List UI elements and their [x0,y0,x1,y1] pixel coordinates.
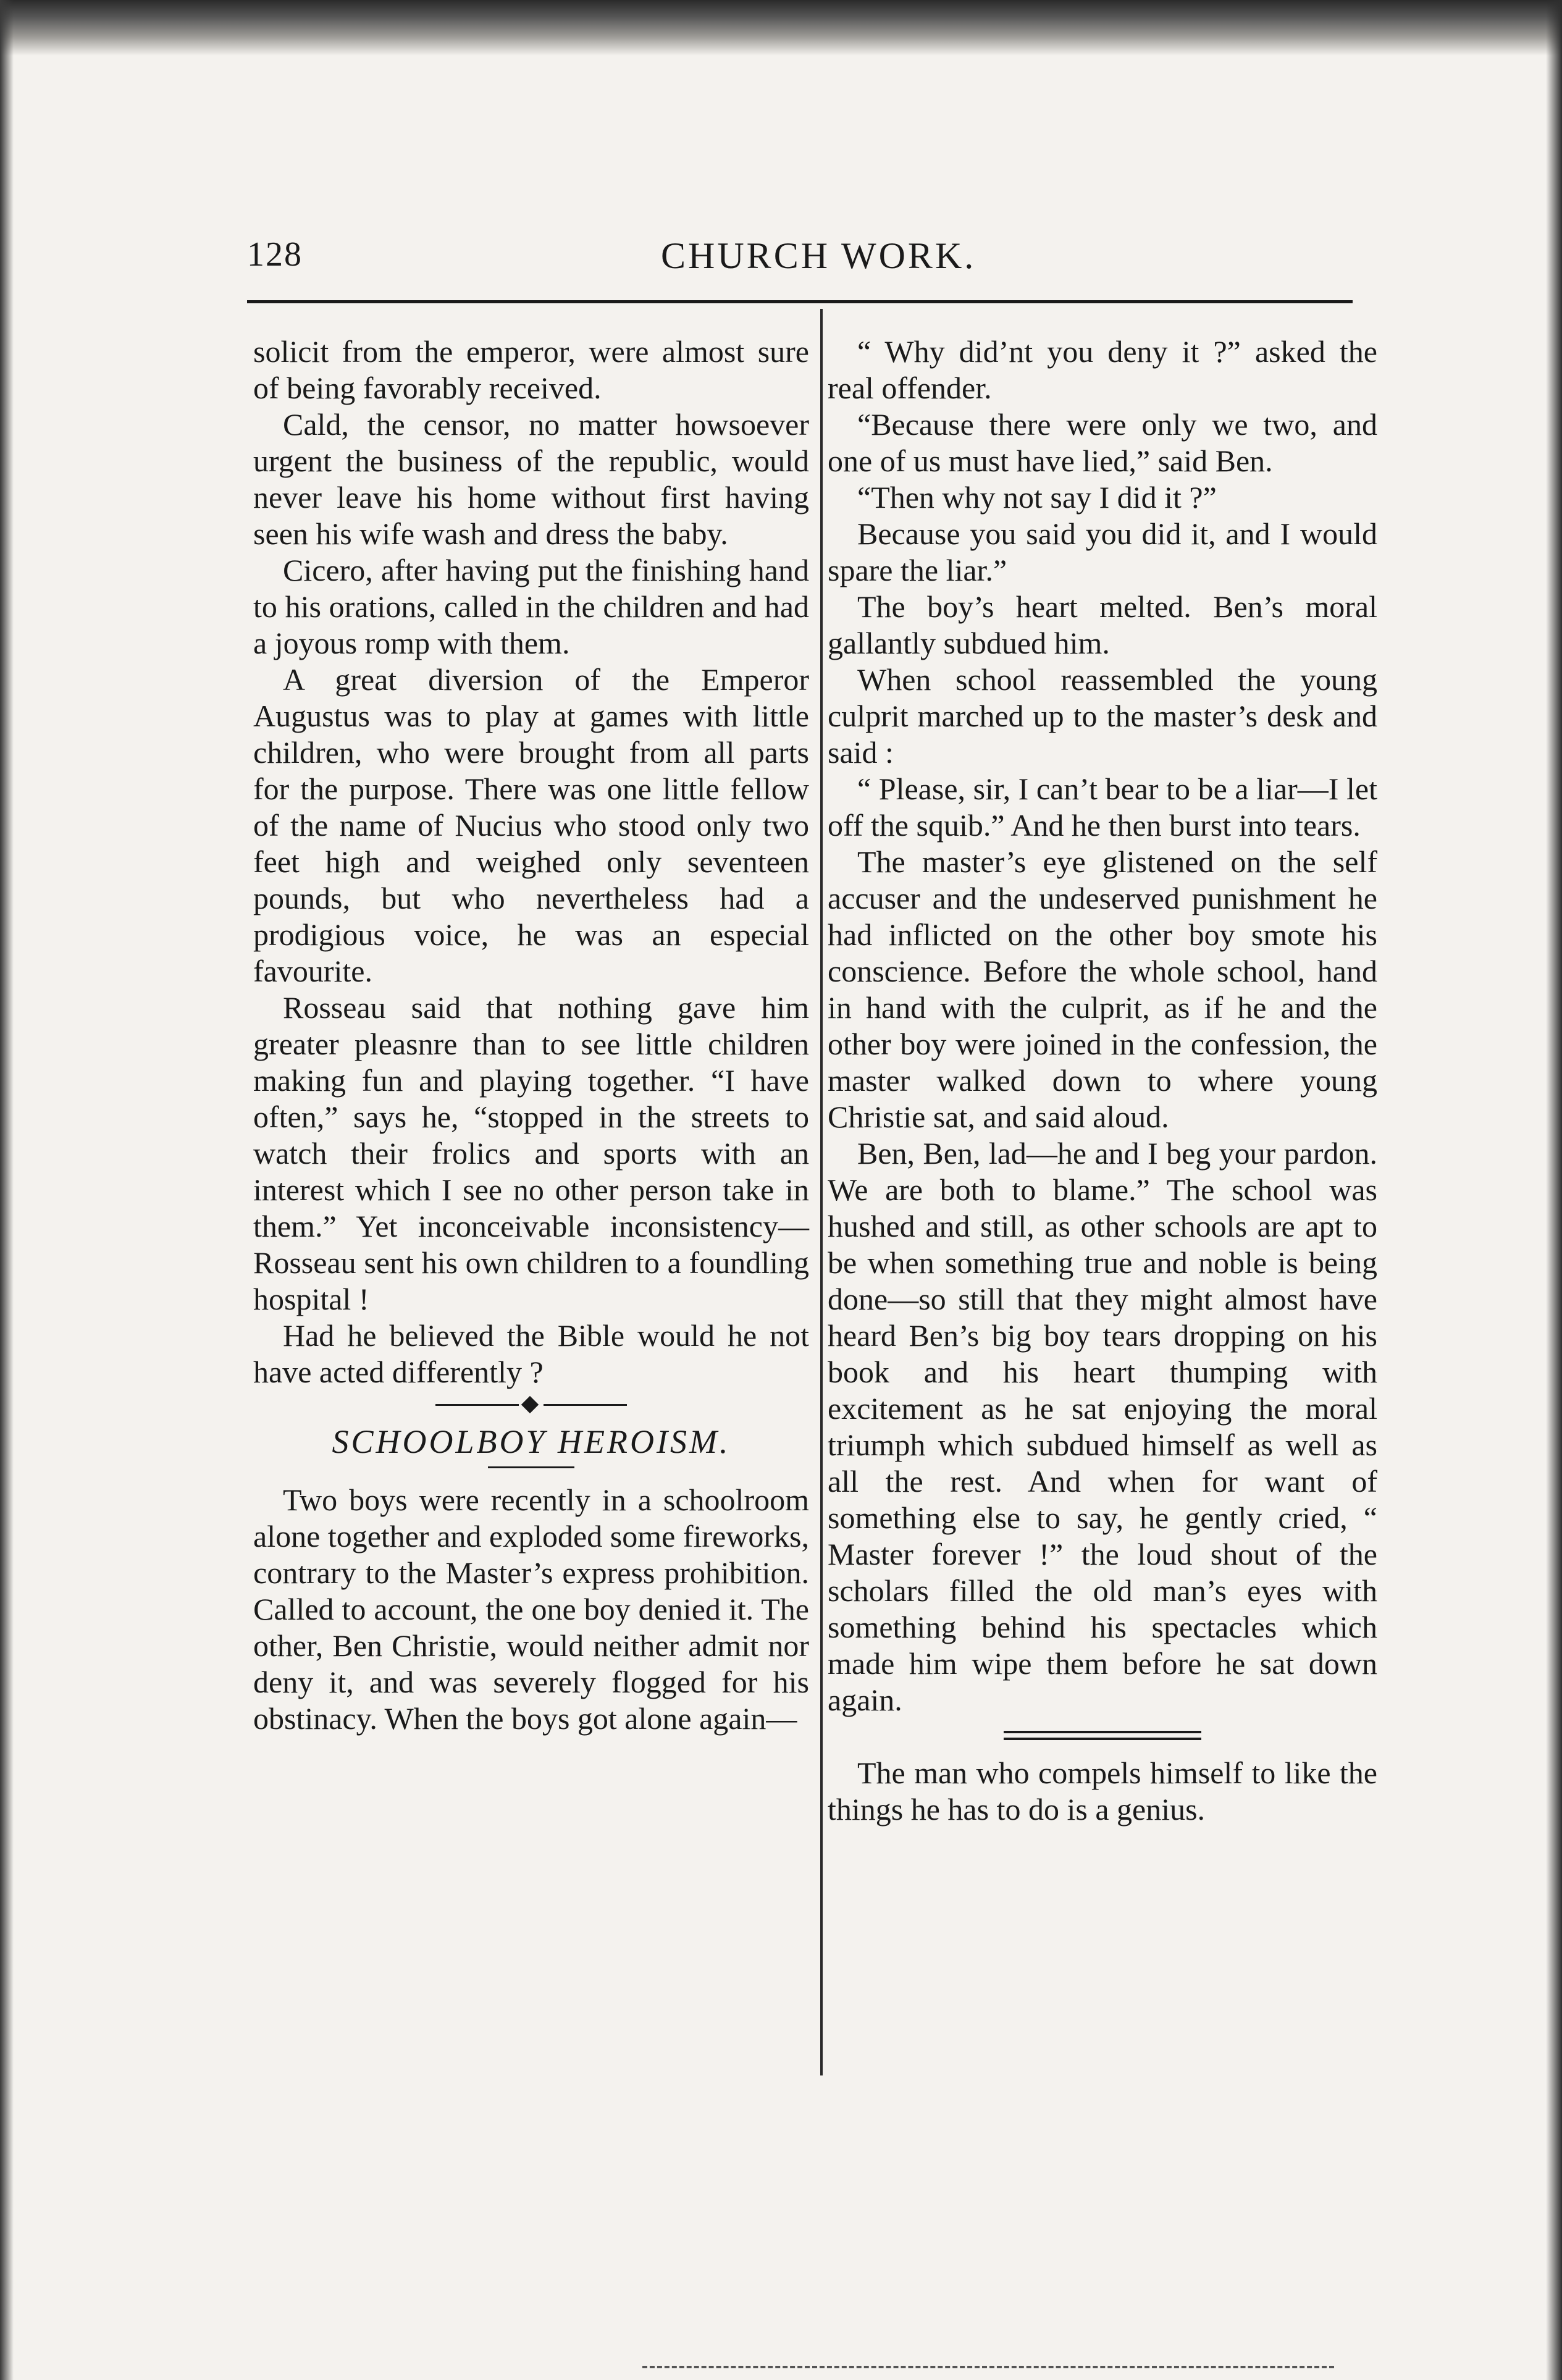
running-title: CHURCH WORK. [661,235,976,276]
right-column [828,334,1377,1828]
header-rule [247,300,1353,303]
scan-top-edge [0,0,1562,56]
page-header [247,235,1353,296]
paragraph: “ Why did’nt you deny it ?” asked the real offender. [828,334,1377,405]
closing-paragraph: The man who compels himself to like the things he has to do is a genius. [828,1756,1377,1827]
column-divider [820,309,823,2075]
scan-left-edge [0,0,14,2380]
page-number: 128 [247,235,303,274]
paragraph: The master’s eye glistened on the self accuser and the undeserved punishment he had inflicted on the other boy smote his conscience. Before the whole school, hand in hand with the culprit, as if he and the other boy were joined in the confession, the master walked down to where young Christie sat, and said aloud. [828,844,1377,1134]
left-column [253,334,809,1737]
section-ornament [435,1395,627,1414]
paragraph: “Then why not say I did it ?” [857,480,1217,515]
paragraph: The boy’s heart melted. Ben’s moral gallantly subdued him. [828,589,1377,660]
paragraph: “Because there were only we two, and one of us must have lied,” said Ben. [828,407,1377,478]
double-rule [1004,1731,1201,1740]
paragraph: Because you said you did it, and I would spare the liar.” [828,516,1377,587]
paragraph: Rosseau said that nothing gave him greater pleasnre than to see little children making fun and playing together. “I have often,” says he, “stopped in the streets to watch their frolics and sports with an interest which I see no other person take in them.” Yet inconceivable inconsistency—Rosseau sent his own children to a foundling hospital ! [253,990,809,1316]
paragraph: Cicero, after having put the finishing hand to his orations, called in the children and had a joyous romp with them. [253,553,809,660]
section-heading: SCHOOLBOY HEROISM. [332,1423,731,1460]
bottom-dashed-rule [642,2366,1334,2368]
paragraph: solicit from the emperor, were almost sure of being favorably received. [253,334,809,405]
paragraph: “ Please, sir, I can’t bear to be a liar—I let off the squib.” And he then burst into tears. [828,772,1377,843]
heading-rule [488,1466,574,1468]
paragraph: When school reassembled the young culprit marched up to the master’s desk and said : [828,662,1377,770]
paragraph: A great diversion of the Emperor Augustus was to play at games with little children, who were brought from all parts for the purpose. There was one little fellow of the name of Nucius who stood only two feet high and weighed only seventeen pounds, but who nevertheless had a prodigious voice, he was an especial favourite. [253,662,809,988]
paragraph: Had he believed the Bible would he not have acted differently ? [253,1318,809,1389]
paragraph: Ben, Ben, lad—he and I beg your pardon. We are both to blame.” The school was hushed and still, as other schools are apt to be when something true and noble is being done—so still that they might almost have heard Ben’s big boy tears dropping on his book and his heart thumping with excitement as he sat enjoying the moral triumph which subdued himself as well as all the rest. And when for want of something else to say, he gently cried, “ Master forever !” the loud shout of the scholars filled the old man’s eyes with something behind his spectacles which made him wipe them before he sat down again. [828,1136,1377,1717]
paragraph: Two boys were recently in a schoolroom alone together and exploded some fireworks, contrary to the Master’s express prohibition. Called to account, the one boy denied it. The other, Ben Christie, would neither admit nor deny it, and was severely flogged for his obstinacy. When the boys got alone again— [253,1482,809,1736]
paragraph: Cald, the censor, no matter howsoever urgent the business of the republic, would never leave his home without first having seen his wife wash and dress the baby. [253,407,809,551]
scan-right-edge [1546,0,1562,2380]
